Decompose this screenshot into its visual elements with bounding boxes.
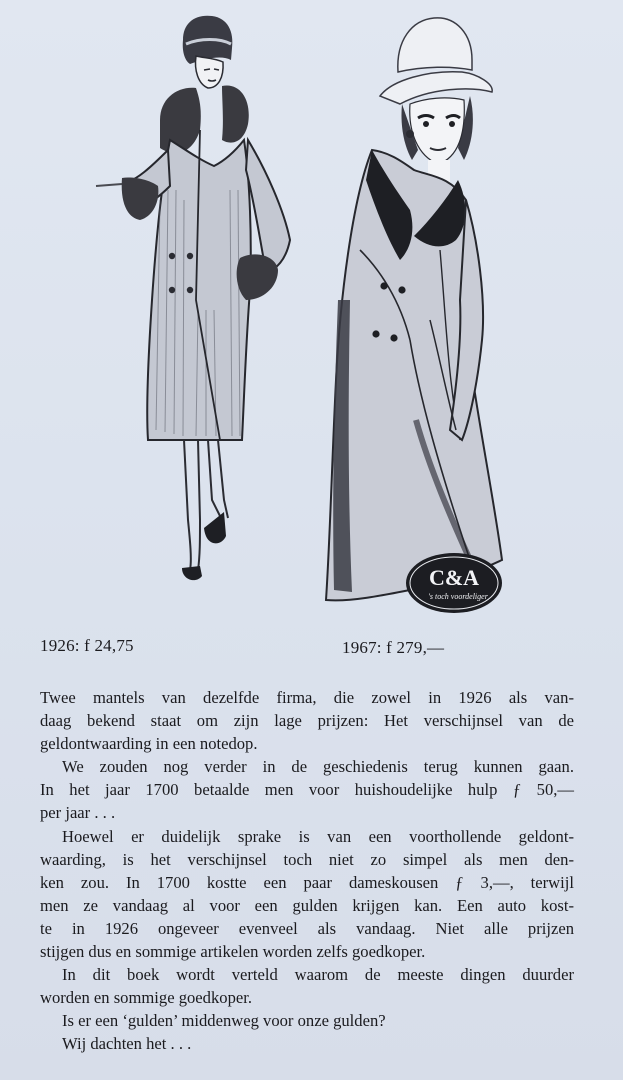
- logo-brand: C&A: [428, 565, 480, 590]
- c-and-a-logo: [406, 553, 502, 613]
- text-line: Hoewel er duidelijk sprake is van een voorthollende geldont-: [62, 826, 574, 846]
- paragraph: [40, 963, 574, 1009]
- text-line: per jaar . . .: [40, 803, 116, 823]
- text-line: waarding, is het verschijnsel toch niet zo simpel als men den-: [40, 849, 574, 869]
- paragraph: [40, 1009, 574, 1032]
- caption-1967: 1967: f 279,—: [342, 638, 445, 657]
- paragraph: [40, 825, 574, 964]
- body-text: [40, 686, 574, 1056]
- text-line: In het jaar 1700 betaalde men voor huishoudelijke hulp ƒ 50,—: [40, 780, 574, 800]
- text-line: stijgen dus en sommige artikelen worden zelfs goedkoper.: [40, 942, 426, 962]
- logo-slogan: 's toch voordeliger: [428, 592, 488, 601]
- figure-1926-coat: [96, 16, 290, 580]
- text-line: te in 1926 ongeveer evenveel als vandaag. Niet alle prijzen: [40, 918, 574, 938]
- text-line: worden en sommige goedkoper.: [40, 988, 252, 1008]
- text-line: geldontwaarding in een notedop.: [40, 734, 258, 754]
- text-line: Wij dachten het . . .: [62, 1034, 192, 1054]
- text-line: Twee mantels van dezelfde firma, die zowel in 1926 als van-: [40, 688, 574, 707]
- text-line: In dit boek wordt verteld waarom de meeste dingen duurder: [62, 965, 574, 985]
- text-line: We zouden nog verder in de geschiedenis terug kunnen gaan.: [62, 757, 574, 777]
- paragraph: [40, 1032, 574, 1055]
- paragraph: [40, 686, 574, 755]
- text-line: daag bekend staat om zijn lage prijzen: Het verschijnsel van de: [40, 711, 574, 731]
- text-line: men ze vandaag al voor een gulden krijgen kan. Een auto kost-: [40, 895, 574, 915]
- text-line: Is er een ‘gulden’ middenweg voor onze gulden?: [62, 1011, 386, 1031]
- caption-1926: 1926: f 24,75: [40, 636, 134, 655]
- text-line: ken zou. In 1700 kostte een paar dameskousen ƒ 3,—, terwijl: [40, 872, 574, 892]
- paragraph: [40, 755, 574, 824]
- figure-1967-coat: [326, 18, 502, 601]
